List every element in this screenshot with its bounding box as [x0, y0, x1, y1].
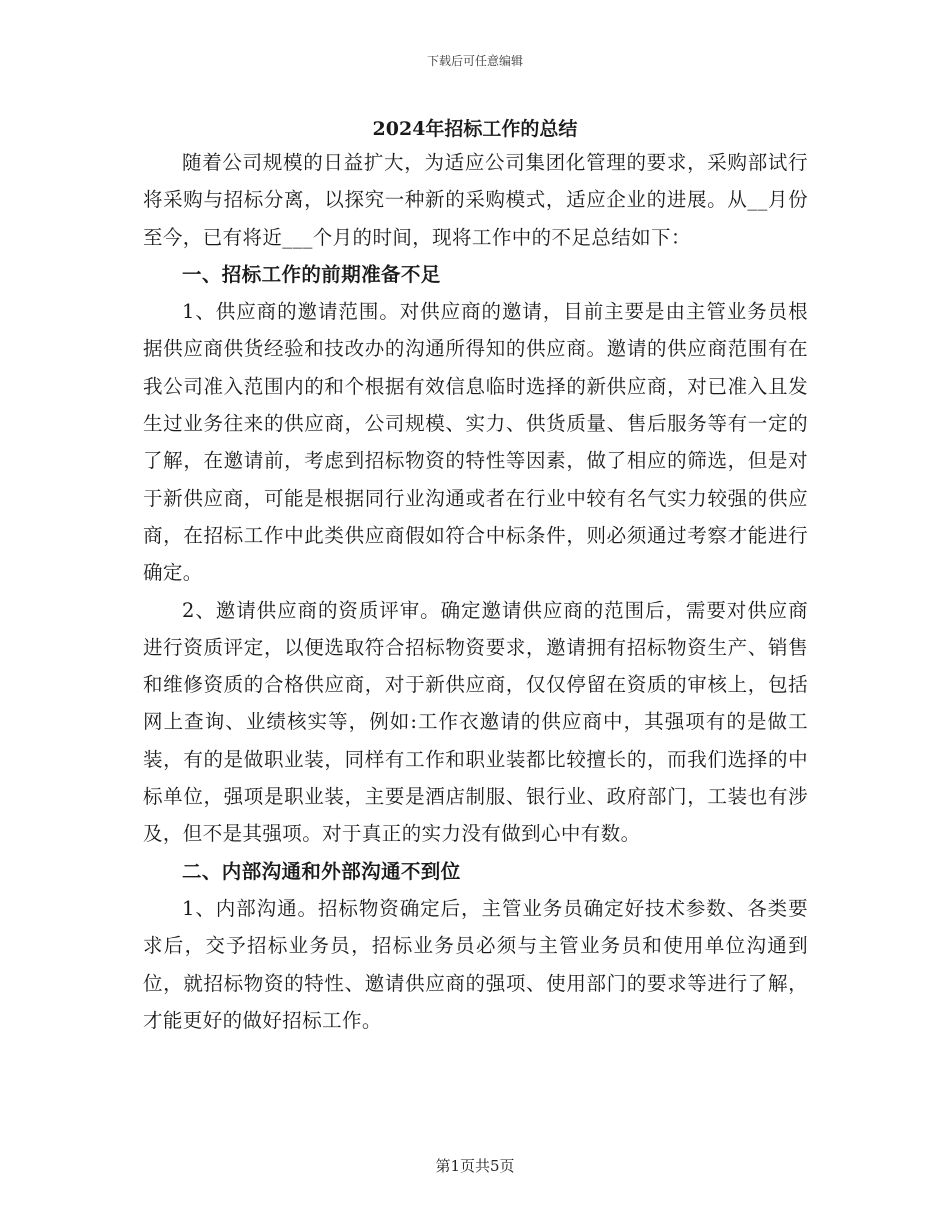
section-2-heading: 二、内部沟通和外部沟通不到位: [182, 859, 461, 883]
section-1-paragraph-2: 2、邀请供应商的资质评审。确定邀请供应商的范围后，需要对供应商进行资质评定，以便选取符合招标物资要求，邀请拥有招标物资生产、销售和维修资质的合格供应商，对于新供应商，仅仅停留在资质的审核上，包括网上查询、业绩核实等，例如:工作衣邀请的供应商中，其强项有的是做工装，有的是做职业装，同样有工作和职业装都比较擅长的，而我们选择的中标单位，强项是职业装，主要是酒店制服、银行业、政府部门，工装也有涉及，但不是其强项。对于真正的实力没有做到心中有数。: [143, 598, 808, 846]
document-body: [143, 144, 808, 1039]
section-1-paragraph-1: 1、供应商的邀请范围。对供应商的邀请，目前主要是由主管业务员根据供应商供货经验和技改办的沟通所得知的供应商。邀请的供应商范围有在我公司准入范围内的和个根据有效信息临时选择的新供应商，对已准入且发生过业务往来的供应商，公司规模、实力、供货质量、售后服务等有一定的了解，在邀请前，考虑到招标物资的特性等因素，做了相应的筛选，但是对于新供应商，可能是根据同行业沟通或者在行业中较有名气实力较强的供应商，在招标工作中此类供应商假如符合中标条件，则必须通过考察才能进行确定。: [143, 300, 808, 585]
page-header-note: 下载后可任意编辑: [426, 54, 523, 68]
page-number: 第1页共5页: [435, 1157, 515, 1175]
section-1-heading: 一、招标工作的前期准备不足: [182, 262, 441, 286]
intro-paragraph: 随着公司规模的日益扩大，为适应公司集团化管理的要求，采购部试行将采购与招标分离，以探究一种新的采购模式，适应企业的进展。从__月份至今，已有将近___个月的时间，现将工作中的不足总结如下：: [143, 151, 808, 249]
section-2-paragraph-1: 1、内部沟通。招标物资确定后，主管业务员确定好技术参数、各类要求后，交予招标业务员，招标业务员必须与主管业务员和使用单位沟通到位，就招标物资的特性、邀请供应商的强项、使用部门的要求等进行了解，才能更好的做好招标工作。: [143, 896, 808, 1032]
document-title: 2024年招标工作的总结: [372, 118, 578, 140]
